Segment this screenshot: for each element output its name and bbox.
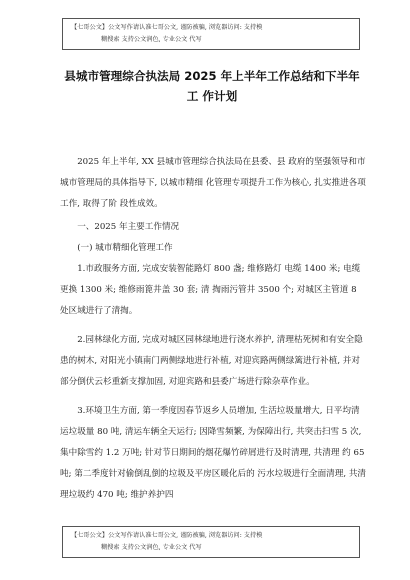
section-heading-1: 一、2025 年主要工作情况 — [77, 222, 180, 232]
document-title — [58, 66, 366, 106]
intro-paragraph: 2025 年上半年, XX 县城市管理综合执法局在县委、县 政府的坚强领导和市城市管理局的具体指导下, 以城市精细 化管理专项提升工作为核心, 扎实推进各项工作, 取得了阶 段性成效。 — [60, 157, 366, 209]
paragraph-municipal-services: 1.市政服务方面, 完成安装智能路灯 800 盏; 维修路灯 电缆 1400 米; 电缆更换 1300 米; 维修雨篦井盖 30 套; 清 掏雨污管井 3500 个; 对城区主管道 8 处区域进行了清掏。 — [60, 264, 361, 316]
notice-line-2: 糊搜索 支持公文润色, 专业公文 代写 — [101, 544, 202, 551]
title-line-2: 工 作计划 — [186, 89, 238, 103]
paragraph-landscaping: 2.园林绿化方面, 完成对城区园林绿地进行浇水养护, 清理枯死树和有安全隐患的树木, 对阳光小镇南门两侧绿地进行补植, 对迎宾路两侧绿篱进行补植, 并对部分倒伏云杉重新支撑加固, 对迎宾路和县委广场进行除杂草作业。 — [60, 335, 363, 387]
notice-line-1: 【七哥公文】公文写作请认准七哥公文, 谨防被骗, 浏览器访问: 支持模 — [71, 24, 263, 31]
document-body — [60, 152, 366, 506]
notice-line-1: 【七哥公文】公文写作请认准七哥公文, 谨防被骗, 浏览器访问: 支持模 — [71, 532, 263, 539]
notice-line-2: 糊搜索 支持公文润色, 专业公文 代写 — [101, 36, 202, 43]
bottom-notice-box — [62, 526, 360, 558]
subsection-heading-1: (一) 城市精细化管理工作 — [77, 243, 173, 253]
title-line-1: 县城市管理综合执法局 2025 年上半年工作总结和下半年 — [64, 69, 360, 83]
paragraph-sanitation: 3.环境卫生方面, 第一季度因春节返乡人员增加, 生活垃圾量增大, 日平均清运垃圾量 80 吨, 清运车辆全天运行; 因降雪频繁, 为保障出行, 共突击扫雪 5 次, 集中除雪约 1.2 万吨; 针对节日期间的烟花爆竹碎屑进行及时清理, 共清理 约 65 吨; 第二季度针对偷倒乱倒的垃圾及平房区暖化后的 污水垃圾进行全面清理, 共清理垃圾约 470 吨; 维护养护四 — [60, 406, 367, 500]
top-notice-box — [62, 18, 360, 50]
